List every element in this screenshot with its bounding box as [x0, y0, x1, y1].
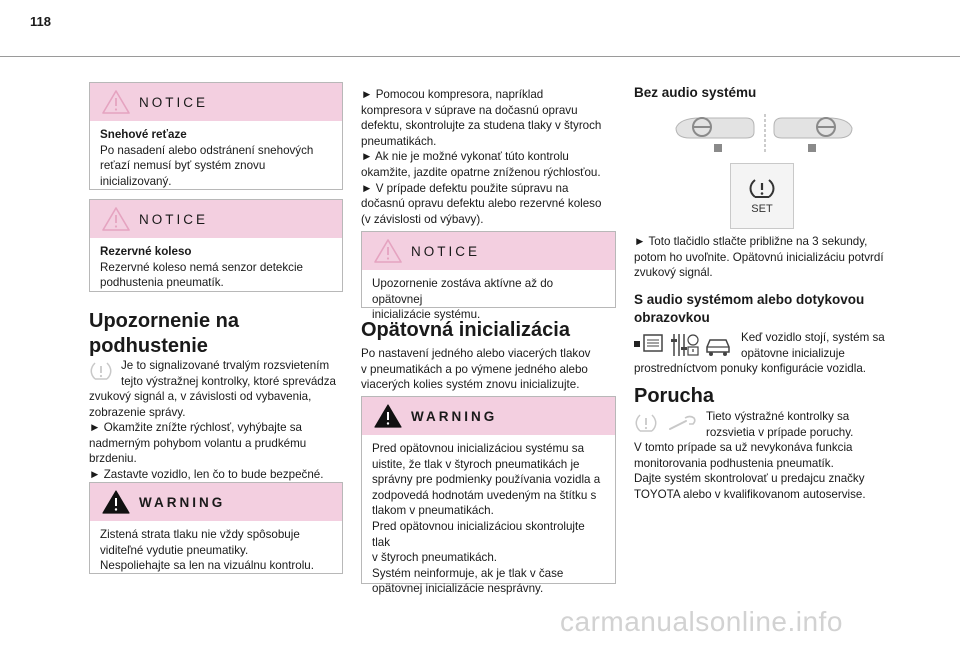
text-line: viacerých kolies systém znovu inicializujte.	[361, 378, 580, 392]
text-line: ► V prípade defektu použite súpravu na	[361, 181, 569, 195]
text-line: Nespoliehajte sa len na vizuálnu kontrolu.	[100, 559, 314, 573]
text-line: ► Ak nie je možné vykonať túto kontrolu	[361, 150, 569, 164]
text-line: tlakom v pneumatikách.	[372, 504, 494, 518]
tpms-icon	[747, 177, 777, 201]
notice-label: NOTICE	[411, 243, 481, 259]
warning-header	[90, 483, 342, 521]
text-line: obrazovkou	[634, 310, 710, 325]
text-line: defektu, skontrolujte za studena tlaky v štyroch	[361, 119, 602, 133]
warning-box-reinitialisation	[361, 396, 616, 596]
set-button-instructions	[634, 234, 904, 281]
text-line: Pred opätovnou inicializáciou skontrolujte tlak	[372, 519, 585, 549]
warning-triangle-icon	[101, 206, 131, 232]
underinflation-text	[89, 389, 349, 483]
notice-box-snow-chains	[89, 82, 343, 190]
tpms-set-button[interactable]	[730, 163, 794, 229]
warning-box-pressure-loss	[89, 482, 343, 574]
warning-header	[362, 397, 615, 435]
text-line: v štyroch pneumatikách.	[372, 551, 498, 565]
text-line: monitorovania podhustenia pneumatík.	[634, 456, 834, 470]
failure-text-short	[706, 409, 906, 440]
menu-navigation-icons	[634, 332, 738, 358]
text-line: Systém neinformuje, ak je tlak v čase	[372, 566, 564, 580]
section-heading-reinitialisation: Opätovná inicializácia	[361, 319, 570, 341]
warning-label: WARNING	[411, 408, 498, 424]
heading-without-audio: Bez audio systému	[634, 85, 757, 100]
text-line: tejto výstražnej kontrolky, ktoré sprevádza	[121, 374, 337, 388]
text-line: S audio systémom alebo dotykovou	[634, 292, 865, 307]
warning-triangle-icon	[101, 489, 131, 515]
top-rule	[0, 56, 960, 57]
notice-text: Rezervné koleso nemá senzor detekcie podhustenia pneumatík.	[100, 260, 303, 290]
warning-body	[90, 521, 342, 580]
notice-body	[90, 238, 342, 297]
service-wrench-icon	[668, 415, 698, 433]
text-line: zobrazenie správy.	[89, 405, 186, 419]
notice-header	[362, 232, 615, 270]
text-line: TOYOTA alebo v kvalifikovanom autoservise.	[634, 487, 866, 501]
text-line: Pred opätovnou inicializáciou systému sa	[372, 442, 585, 455]
text-line: zvukový signál.	[634, 266, 713, 280]
text-line: ► Toto tlačidlo stlačte približne na 3 sekundy,	[634, 235, 868, 248]
notice-header	[90, 200, 342, 238]
notice-label: NOTICE	[139, 211, 209, 227]
tpms-warning-icon	[89, 360, 113, 382]
touchscreen-text-full	[634, 361, 914, 377]
failure-text-full	[634, 440, 914, 502]
text-line: nadmerným pohybom volantu a prudkému	[89, 436, 307, 450]
warning-triangle-icon	[373, 238, 403, 264]
compressor-instructions	[361, 87, 619, 227]
warning-body	[362, 435, 615, 603]
text-line: Keď vozidlo stojí, systém sa	[741, 331, 885, 344]
text-line: v pneumatikách a po výmene jedného alebo	[361, 362, 588, 376]
text-line: rozsvietia v prípade poruchy.	[706, 425, 854, 439]
text-line: viditeľné vydutie pneumatiky.	[100, 543, 249, 557]
text-line: zodpovedá hodnotám uvedeným na štítku s	[372, 488, 597, 502]
text-line: potom ho uvoľnite. Opätovnú inicializáciu potvrdí	[634, 250, 884, 264]
watermark: carmanualsonline.info	[560, 606, 843, 637]
text-line: ► Pomocou kompresora, napríklad	[361, 88, 544, 101]
text-line: Zistená strata tlaku nie vždy spôsobuje	[100, 528, 300, 541]
dashboard-location-icon	[670, 110, 860, 156]
text-line: kompresora v súprave na dočasnú opravu	[361, 103, 578, 117]
notice-header	[90, 83, 342, 121]
tpms-warning-icon	[634, 412, 658, 434]
text-line: ► Okamžite znížte rýchlosť, vyhýbajte sa	[89, 421, 302, 435]
text-line: opätovne inicializuje	[741, 346, 845, 360]
text-line: Dajte systém skontrolovať u predajcu značky	[634, 472, 865, 486]
text-line: správny pre podmienky používania vozidla a	[372, 473, 601, 487]
text-line: prostredníctvom ponuky konfigurácie vozidla.	[634, 362, 866, 375]
text-line: Je to signalizované trvalým rozsvietením	[121, 359, 330, 372]
touchscreen-text-short	[741, 330, 911, 361]
text-line: brzdeniu.	[89, 452, 137, 466]
notice-body	[90, 121, 342, 195]
section-heading-failure: Porucha	[634, 385, 715, 407]
text-line: uistite, že tlak v štyroch pneumatikách je	[372, 457, 580, 471]
notice-title: Snehové reťaze	[100, 128, 187, 141]
section-heading-underinflation: Upozornenie na podhustenie	[89, 310, 240, 357]
set-label: SET	[751, 203, 773, 215]
notice-box-warning-active	[361, 231, 616, 322]
warning-label: WARNING	[139, 494, 226, 510]
notice-box-spare-wheel	[89, 199, 343, 292]
text-line: inicializácie systému.	[372, 308, 481, 322]
heading-with-audio	[634, 291, 904, 327]
text-line: ► Zastavte vozidlo, len čo to bude bezpečné.	[89, 467, 324, 481]
notice-label: NOTICE	[139, 94, 209, 110]
text-line: Po nastavení jedného alebo viacerých tlakov	[361, 347, 591, 360]
warning-triangle-icon	[373, 403, 403, 429]
text-line: dočasnú opravu defektu alebo rezervné koleso	[361, 197, 602, 211]
reinitialisation-text	[361, 346, 619, 393]
text-line: okamžite, jazdite opatrne zníženou rýchlosťou.	[361, 165, 601, 179]
text-line: V tomto prípade sa už nevykonáva funkcia	[634, 441, 853, 454]
text-line: zvukový signál a, v závislosti od vybavenia,	[89, 390, 312, 403]
notice-title: Rezervné koleso	[100, 245, 192, 258]
notice-text: Po nasadení alebo odstránení snehových reťazí nemusí byť systém znovu inicializovaný.	[100, 143, 314, 188]
warning-triangle-icon	[101, 89, 131, 115]
text-line: pneumatikách.	[361, 134, 437, 148]
underinflation-intro	[121, 358, 346, 389]
page-number: 118	[30, 14, 51, 29]
text-line: Tieto výstražné kontrolky sa	[706, 410, 850, 423]
text-line: Upozornenie zostáva aktívne až do opätovnej	[372, 277, 554, 306]
text-line: (v závislosti od výbavy).	[361, 212, 484, 226]
text-line: opätovnej inicializácie nesprávny.	[372, 582, 544, 596]
